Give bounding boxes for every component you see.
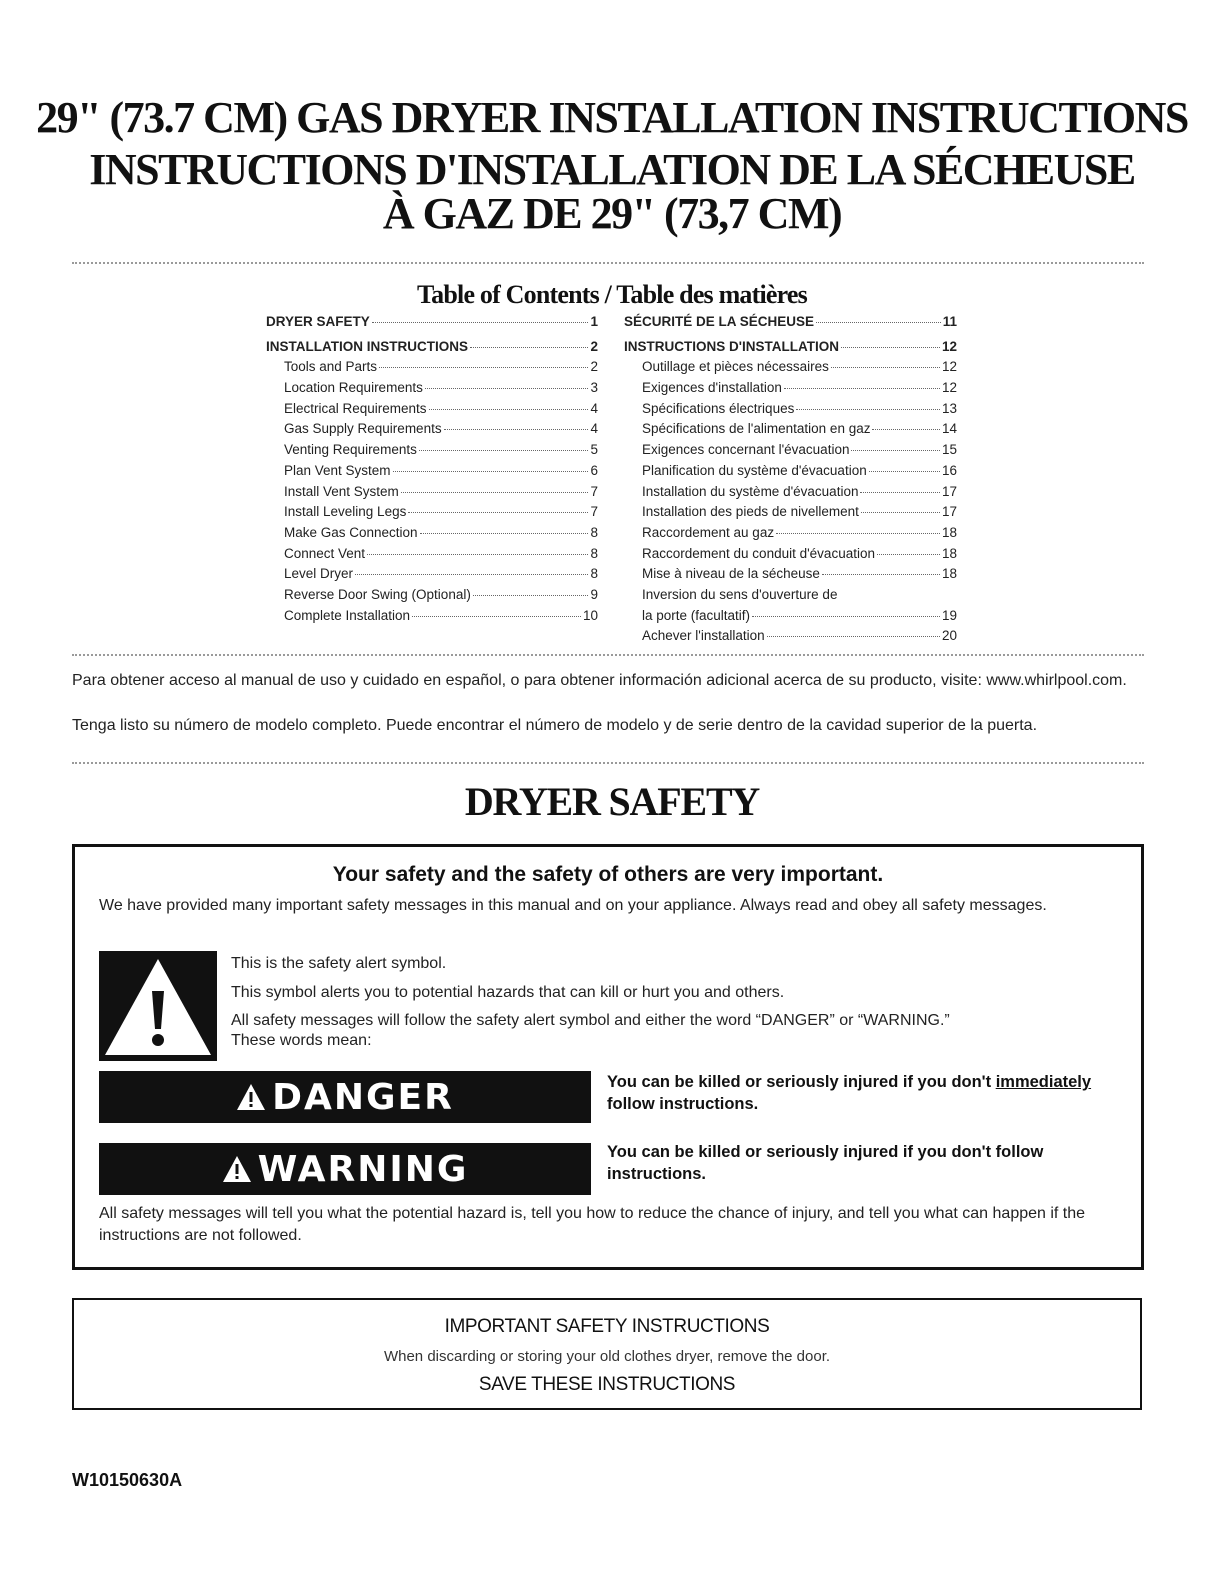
toc-entry-label: Planification du système d'évacuation bbox=[642, 462, 867, 478]
important-heading: IMPORTANT SAFETY INSTRUCTIONS bbox=[444, 1316, 770, 1337]
toc-entry bbox=[624, 587, 957, 608]
toc-entry bbox=[624, 401, 957, 422]
toc-entry-page: 13 bbox=[941, 400, 957, 416]
alert-line-4: These words mean: bbox=[231, 1032, 372, 1049]
toc-leader-dots bbox=[372, 322, 589, 323]
toc-entry-label: Achever l'installation bbox=[642, 628, 765, 644]
toc-entry bbox=[266, 380, 598, 401]
toc-entry-label: Exigences d'installation bbox=[642, 380, 782, 396]
toc-entry-page: 8 bbox=[590, 524, 598, 540]
toc-entry-label: Connect Vent bbox=[284, 545, 366, 561]
toc-leader-dots bbox=[444, 429, 589, 430]
toc-entry bbox=[624, 421, 957, 442]
toc-entry-page: 17 bbox=[941, 504, 957, 520]
toc-leader-dots bbox=[393, 471, 589, 472]
toc-entry bbox=[266, 463, 598, 484]
toc-leader-dots bbox=[367, 554, 588, 555]
toc-entry-page: 12 bbox=[941, 359, 957, 375]
toc-entry-label: Install Vent System bbox=[284, 483, 399, 499]
toc-entry-label: Spécifications électriques bbox=[642, 400, 795, 416]
toc-entry-label: INSTRUCTIONS D'INSTALLATION bbox=[624, 338, 839, 354]
toc-entry bbox=[266, 608, 598, 629]
toc-entry-page: 17 bbox=[941, 483, 957, 499]
toc-entry-page: 12 bbox=[941, 338, 957, 354]
danger-text bbox=[607, 1071, 1137, 1115]
toc-leader-dots bbox=[841, 347, 940, 348]
toc-leader-dots bbox=[851, 450, 940, 451]
important-text: When discarding or storing your old clothes dryer, remove the door. bbox=[383, 1348, 831, 1365]
toc-entry-label: Electrical Requirements bbox=[284, 400, 427, 416]
toc-entry-page: 14 bbox=[941, 421, 957, 437]
toc-entry-page: 18 bbox=[941, 545, 957, 561]
toc-entry-page: 7 bbox=[590, 483, 598, 499]
toc-entry-label: Installation du système d'évacuation bbox=[642, 483, 859, 499]
save-instructions: SAVE THESE INSTRUCTIONS bbox=[478, 1374, 736, 1395]
toc-entry-page: 12 bbox=[941, 380, 957, 396]
toc-entry bbox=[624, 566, 957, 587]
safety-alert-symbol-icon bbox=[99, 951, 217, 1061]
toc-entry bbox=[266, 339, 598, 360]
toc-entry-label: Venting Requirements bbox=[284, 442, 417, 458]
toc-entry-page: 18 bbox=[941, 524, 957, 540]
toc-entry-label: DRYER SAFETY bbox=[266, 314, 370, 329]
toc-entry-page: 16 bbox=[941, 462, 957, 478]
toc-entry-label: Location Requirements bbox=[284, 380, 423, 396]
toc-leader-dots bbox=[752, 616, 940, 617]
toc-entry-label: Inversion du sens d'ouverture de bbox=[642, 586, 838, 602]
important-safety-box bbox=[72, 1298, 1142, 1410]
toc-entry bbox=[624, 339, 957, 360]
toc-entry bbox=[624, 484, 957, 505]
toc-entry-page: 11 bbox=[942, 314, 957, 329]
toc-leader-dots bbox=[401, 492, 589, 493]
toc-entry-label: Make Gas Connection bbox=[284, 524, 418, 540]
toc-entry-page: 20 bbox=[941, 628, 957, 644]
toc-leader-dots bbox=[822, 574, 940, 575]
toc-entry-page: 10 bbox=[582, 607, 598, 623]
toc-entry bbox=[266, 566, 598, 587]
warning-label: WARNING bbox=[257, 1148, 469, 1190]
toc-leader-dots bbox=[473, 595, 589, 596]
toc-entry bbox=[266, 504, 598, 525]
toc-leader-dots bbox=[412, 616, 581, 617]
toc-entry-label: Raccordement du conduit d'évacuation bbox=[642, 545, 875, 561]
toc-entry bbox=[624, 504, 957, 525]
toc-entry-label: Gas Supply Requirements bbox=[284, 421, 442, 437]
toc-entry-label: Level Dryer bbox=[284, 566, 354, 582]
divider-top bbox=[72, 262, 1144, 264]
alert-triangle-icon bbox=[222, 1155, 252, 1183]
toc-entry bbox=[266, 484, 598, 505]
toc-entry bbox=[266, 442, 598, 463]
toc-entry bbox=[266, 587, 598, 608]
toc-leader-dots bbox=[877, 554, 940, 555]
toc-leader-dots bbox=[379, 367, 588, 368]
toc-leader-dots bbox=[767, 636, 940, 637]
toc-heading: Table of Contents / Table des matières bbox=[417, 280, 807, 309]
toc-entry-label: Tools and Parts bbox=[284, 359, 378, 375]
toc-leader-dots bbox=[784, 388, 940, 389]
danger-text-emphasis: immediately bbox=[995, 1073, 1092, 1091]
toc-entry bbox=[266, 359, 598, 380]
toc-leader-dots bbox=[408, 512, 588, 513]
toc-entry bbox=[624, 608, 957, 629]
toc-entry bbox=[266, 525, 598, 546]
toc-entry-page: 5 bbox=[590, 442, 598, 458]
toc-entry-page: 8 bbox=[590, 545, 598, 561]
toc-leader-dots bbox=[860, 492, 940, 493]
divider-spanish-bottom bbox=[72, 762, 1144, 764]
warning-signal-bar bbox=[99, 1143, 591, 1195]
toc-entry-page: 1 bbox=[590, 314, 598, 329]
toc-entry bbox=[624, 442, 957, 463]
toc-entry-page: 19 bbox=[941, 607, 957, 623]
toc-entry-label: Spécifications de l'alimentation en gaz bbox=[642, 421, 871, 437]
toc-entry-label: Mise à niveau de la sécheuse bbox=[642, 566, 820, 582]
title-line-3: À GAZ DE 29" (73,7 CM) bbox=[382, 189, 842, 238]
danger-text-part-2: follow instructions. bbox=[607, 1095, 759, 1113]
safety-box bbox=[72, 844, 1144, 1270]
toc-leader-dots bbox=[429, 409, 589, 410]
toc-entry bbox=[266, 401, 598, 422]
alert-explanation bbox=[231, 955, 1111, 1061]
toc-entry-page: 9 bbox=[590, 586, 598, 602]
alert-line-1: This is the safety alert symbol. bbox=[231, 955, 447, 972]
toc-entry-label: Install Leveling Legs bbox=[284, 504, 407, 520]
toc-entry-page: 4 bbox=[590, 400, 598, 416]
toc-entry-page: 15 bbox=[941, 442, 957, 458]
toc-entry-page: 3 bbox=[590, 380, 598, 396]
toc-left-column bbox=[266, 314, 598, 628]
safety-intro: We have provided many important safety messages in this manual and on your appliance. Always read and obey all safety messages. bbox=[99, 897, 1047, 914]
toc-entry bbox=[624, 546, 957, 567]
title-line-1: 29" (73.7 CM) GAS DRYER INSTALLATION INSTRUCTIONS bbox=[36, 93, 1188, 142]
title-line-2: INSTRUCTIONS D'INSTALLATION DE LA SÉCHEUSE bbox=[89, 145, 1135, 194]
toc-entry-label: Exigences concernant l'évacuation bbox=[642, 442, 850, 458]
safety-heading: Your safety and the safety of others are very important. bbox=[332, 863, 884, 886]
toc-entry bbox=[266, 314, 598, 335]
document-code: W10150630A bbox=[72, 1470, 183, 1490]
toc-entry bbox=[266, 546, 598, 567]
toc-leader-dots bbox=[861, 512, 940, 513]
toc-leader-dots bbox=[420, 533, 589, 534]
toc-entry bbox=[624, 628, 957, 649]
toc-entry-label: Outillage et pièces nécessaires bbox=[642, 359, 829, 375]
safety-outro: All safety messages will tell you what the potential hazard is, tell you how to reduce the chance of injury, and tell you what can happen if the instructions are not followed. bbox=[99, 1205, 1086, 1244]
toc-entry-page: 2 bbox=[590, 338, 598, 354]
toc-leader-dots bbox=[869, 471, 940, 472]
alert-triangle-icon bbox=[236, 1083, 266, 1111]
toc-right-column bbox=[624, 314, 957, 649]
toc-entry-page: 18 bbox=[941, 566, 957, 582]
toc-leader-dots bbox=[816, 322, 941, 323]
toc-entry-page: 8 bbox=[590, 566, 598, 582]
toc-entry-label: SÉCURITÉ DE LA SÉCHEUSE bbox=[624, 314, 815, 329]
toc-leader-dots bbox=[872, 429, 940, 430]
toc-entry-label: Complete Installation bbox=[284, 607, 411, 623]
toc-entry-page: 7 bbox=[590, 504, 598, 520]
toc-leader-dots bbox=[776, 533, 940, 534]
toc-leader-dots bbox=[796, 409, 940, 410]
toc-leader-dots bbox=[425, 388, 589, 389]
toc-entry-label: Plan Vent System bbox=[284, 462, 391, 478]
toc-leader-dots bbox=[355, 574, 588, 575]
toc-entry-label: INSTALLATION INSTRUCTIONS bbox=[266, 338, 468, 354]
toc-entry-label: Reverse Door Swing (Optional) bbox=[284, 586, 471, 602]
toc-leader-dots bbox=[419, 450, 589, 451]
toc-entry-page: 2 bbox=[590, 359, 598, 375]
toc-entry bbox=[624, 359, 957, 380]
alert-line-2: This symbol alerts you to potential hazards that can kill or hurt you and others. bbox=[231, 983, 785, 1001]
toc-entry-page: 6 bbox=[590, 462, 598, 478]
section-title: DRYER SAFETY bbox=[464, 779, 760, 824]
alert-line-3: All safety messages will follow the safety alert symbol and either the word “DANGER” or “WARNING.” bbox=[231, 1012, 950, 1029]
spanish-note-2: Tenga listo su número de modelo completo. Puede encontrar el número de modelo y de serie dentro de la cavidad superior de la puerta. bbox=[72, 717, 1038, 734]
toc-entry bbox=[624, 525, 957, 546]
toc-leader-dots bbox=[470, 347, 588, 348]
danger-text-part-1: You can be killed or seriously injured if you don't bbox=[607, 1073, 996, 1091]
warning-text: You can be killed or seriously injured if you don't follow instructions. bbox=[607, 1143, 1044, 1183]
toc-entry bbox=[624, 380, 957, 401]
toc-entry bbox=[624, 463, 957, 484]
toc-entry-label: Raccordement au gaz bbox=[642, 524, 775, 540]
spanish-note-1: Para obtener acceso al manual de uso y cuidado en español, o para obtener información adicional acerca de su producto, visite: www.whirlpool.com. bbox=[72, 672, 1127, 689]
toc-entry bbox=[624, 314, 957, 335]
toc-entry-page: 4 bbox=[590, 421, 598, 437]
toc-entry-label: la porte (facultatif) bbox=[642, 607, 751, 623]
divider-toc-bottom bbox=[72, 654, 1144, 656]
toc-leader-dots bbox=[831, 367, 940, 368]
toc-entry-label: Installation des pieds de nivellement bbox=[642, 504, 859, 520]
toc-entry bbox=[266, 421, 598, 442]
danger-signal-bar bbox=[99, 1071, 591, 1123]
danger-label: DANGER bbox=[272, 1076, 454, 1118]
